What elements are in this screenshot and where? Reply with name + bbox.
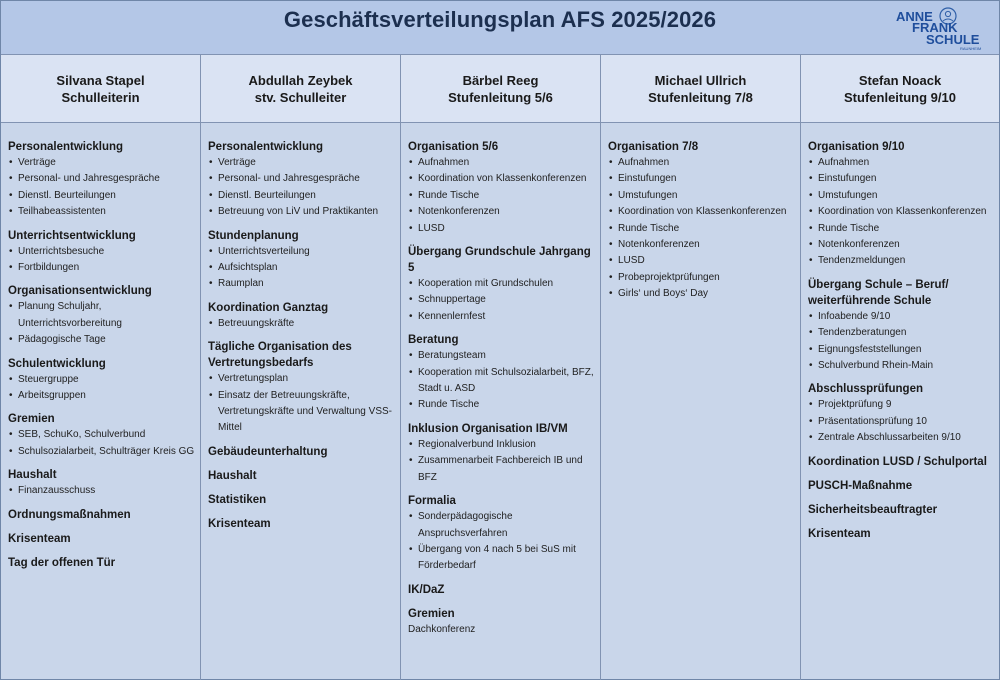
task-item: • Notenkonferenzen xyxy=(408,204,600,220)
responsibility-section xyxy=(408,606,600,638)
task-item: • Aufnahmen xyxy=(608,155,800,171)
person-name: Michael Ullrich xyxy=(654,72,747,88)
person-role: Stufenleitung 9/10 xyxy=(844,89,956,105)
task-list xyxy=(208,316,400,332)
responsibility-section xyxy=(808,139,999,270)
responsibility-section xyxy=(8,228,200,277)
section-title: Übergang Schule – Beruf/ weiterführende Schule xyxy=(808,278,949,307)
person-name: Stefan Noack xyxy=(858,72,942,88)
responsibility-section xyxy=(208,492,400,508)
task-item: • Umstufungen xyxy=(608,188,800,204)
logo-sub: RAUNHEIM xyxy=(960,46,982,51)
task-item: • Planung Schuljahr, Unterrichtsvorbereitung xyxy=(8,299,200,332)
section-title: Organisation 7/8 xyxy=(608,141,699,153)
column-4 xyxy=(801,55,999,680)
responsibility-section xyxy=(8,356,200,405)
person-name: Silvana Stapel xyxy=(56,72,145,88)
section-title: PUSCH-Maßnahme xyxy=(808,479,913,492)
person-role: Schulleiterin xyxy=(61,89,140,105)
section-title: Gremien xyxy=(408,607,455,620)
section-title: Organisation 9/10 xyxy=(808,141,905,153)
section-title: Haushalt xyxy=(208,469,257,482)
task-item: • Aufsichtsplan xyxy=(208,260,400,276)
section-title: Abschlussprüfungen xyxy=(808,383,924,396)
responsibility-section xyxy=(408,244,600,325)
task-list xyxy=(408,276,600,325)
column-header xyxy=(1,55,200,123)
responsibility-section xyxy=(408,421,600,486)
section-title: Unterrichtsentwicklung xyxy=(8,229,136,242)
column-body xyxy=(401,123,600,638)
task-item: • Pädagogische Tage xyxy=(8,332,200,348)
task-item: • LUSD xyxy=(408,221,600,237)
task-item: • Zentrale Abschlussarbeiten 9/10 xyxy=(808,430,999,446)
section-title: Ordnungsmaßnahmen xyxy=(8,508,131,521)
responsibility-section xyxy=(8,411,200,460)
section-title: Inklusion Organisation IB/VM xyxy=(408,422,568,435)
section-text: Dachkonferenz xyxy=(408,623,476,635)
task-list xyxy=(8,244,200,277)
responsibility-section xyxy=(408,139,600,237)
section-title: Formalia xyxy=(408,495,456,508)
task-list xyxy=(8,299,200,348)
task-item: • Unterrichtsbesuche xyxy=(8,244,200,260)
task-item: • Übergang von 4 nach 5 bei SuS mit Förderbedarf xyxy=(408,542,600,575)
section-title: Sicherheitsbeauftragter xyxy=(808,503,938,516)
responsibility-section xyxy=(808,381,999,446)
task-item: • Dienstl. Beurteilungen xyxy=(8,188,200,204)
columns-area xyxy=(1,55,999,680)
column-body xyxy=(201,123,400,532)
section-title: Tag der offenen Tür xyxy=(8,556,116,569)
logo-line3: SCHULE xyxy=(926,32,980,47)
column-3 xyxy=(601,55,801,680)
responsibility-section xyxy=(208,339,400,437)
responsibility-section xyxy=(808,478,999,494)
task-item: • Sonderpädagogische Anspruchsverfahren xyxy=(408,509,600,542)
task-item: • Vertretungsplan xyxy=(208,371,400,387)
task-item: • Unterrichtsverteilung xyxy=(208,244,400,260)
responsibility-section xyxy=(408,493,600,575)
responsibility-section xyxy=(208,139,400,221)
responsibility-section xyxy=(208,468,400,484)
responsibility-section xyxy=(8,139,200,221)
task-item: • Schnuppertage xyxy=(408,292,600,308)
task-item: • Runde Tische xyxy=(608,221,800,237)
responsibility-section xyxy=(8,507,200,523)
section-title: Stundenplanung xyxy=(208,229,299,242)
task-item: • Verträge xyxy=(8,155,200,171)
page-title: Geschäftsverteilungsplan AFS 2025/2026 xyxy=(283,7,717,32)
task-item: • Runde Tische xyxy=(408,188,600,204)
task-list xyxy=(608,155,800,303)
responsibility-section xyxy=(408,332,600,414)
column-body xyxy=(801,123,999,542)
task-item: • Schulverbund Rhein-Main xyxy=(808,358,999,374)
task-list xyxy=(208,244,400,293)
task-item: • Einstufungen xyxy=(808,171,999,187)
task-item: • Runde Tische xyxy=(408,397,600,413)
column-header xyxy=(601,55,800,123)
section-title: Personalentwicklung xyxy=(208,141,324,153)
section-title: Haushalt xyxy=(8,469,57,482)
task-list xyxy=(8,483,200,499)
task-item: • Personal- und Jahresgespräche xyxy=(8,171,200,187)
section-title: Tägliche Organisation des Vertretungsbedarfs xyxy=(208,341,352,370)
task-item: • Betreuungskräfte xyxy=(208,316,400,332)
section-title: Gebäudeunterhaltung xyxy=(208,445,328,458)
task-list xyxy=(8,155,200,221)
task-item: • Aufnahmen xyxy=(808,155,999,171)
responsibility-section xyxy=(208,300,400,332)
task-item: • Koordination von Klassenkonferenzen xyxy=(808,204,999,220)
responsibility-section xyxy=(208,228,400,293)
task-list xyxy=(408,437,600,486)
task-item: • Aufnahmen xyxy=(408,155,600,171)
school-logo xyxy=(894,7,984,51)
task-item: • LUSD xyxy=(608,253,800,269)
section-title: Personalentwicklung xyxy=(8,141,124,153)
responsibility-section xyxy=(608,139,800,303)
task-item: • Beratungsteam xyxy=(408,348,600,364)
task-item: • Verträge xyxy=(208,155,400,171)
column-body xyxy=(1,123,200,571)
person-name: Abdullah Zeybek xyxy=(248,72,353,88)
task-item: • Kennenlernfest xyxy=(408,309,600,325)
task-item: • Einsatz der Betreuungskräfte, Vertretungskräfte und Verwaltung VSS-Mittel xyxy=(208,388,400,437)
column-header xyxy=(401,55,600,123)
responsibility-section xyxy=(808,526,999,542)
section-title: Krisenteam xyxy=(808,527,871,540)
task-item: • Infoabende 9/10 xyxy=(808,309,999,325)
column-1 xyxy=(201,55,401,680)
task-list xyxy=(408,348,600,414)
section-title: IK/DaZ xyxy=(408,583,445,596)
responsibility-section xyxy=(408,582,600,598)
task-item: • Personal- und Jahresgespräche xyxy=(208,171,400,187)
task-item: • Girls‘ und Boys‘ Day xyxy=(608,286,800,302)
task-list xyxy=(408,509,600,575)
person-role: Stufenleitung 5/6 xyxy=(448,89,553,105)
responsibility-section xyxy=(208,516,400,532)
task-item: • Schulsozialarbeit, Schulträger Kreis GG xyxy=(8,444,200,460)
section-title: Krisenteam xyxy=(208,517,271,530)
task-item: • Kooperation mit Grundschulen xyxy=(408,276,600,292)
task-item: • Fortbildungen xyxy=(8,260,200,276)
section-title: Koordination LUSD / Schulportal xyxy=(808,455,987,468)
person-name: Bärbel Reeg xyxy=(462,72,539,88)
title-bar xyxy=(1,1,999,55)
responsibility-section xyxy=(8,531,200,547)
section-title: Statistiken xyxy=(208,493,267,506)
section-title: Gremien xyxy=(8,413,55,426)
task-item: • Finanzausschuss xyxy=(8,483,200,499)
responsibility-section xyxy=(8,555,200,571)
task-item: • Probeprojektprüfungen xyxy=(608,270,800,286)
task-item: • Eignungsfeststellungen xyxy=(808,342,999,358)
task-list xyxy=(8,427,200,460)
task-item: • Regionalverbund Inklusion xyxy=(408,437,600,453)
task-item: • Betreuung von LiV und Praktikanten xyxy=(208,204,400,220)
responsibility-section xyxy=(8,467,200,499)
task-item: • Koordination von Klassenkonferenzen xyxy=(408,171,600,187)
task-item: • Koordination von Klassenkonferenzen xyxy=(608,204,800,220)
task-item: • Raumplan xyxy=(208,276,400,292)
section-title: Übergang Grundschule Jahrgang 5 xyxy=(408,246,591,275)
task-list xyxy=(808,397,999,446)
logo-line1: ANNE xyxy=(896,9,933,24)
task-item: • Runde Tische xyxy=(808,221,999,237)
section-title: Organisation 5/6 xyxy=(408,141,499,153)
person-role: Stufenleitung 7/8 xyxy=(648,89,753,105)
column-header xyxy=(801,55,999,123)
task-item: • Dienstl. Beurteilungen xyxy=(208,188,400,204)
task-item: • Tendenzberatungen xyxy=(808,325,999,341)
task-list xyxy=(808,155,999,270)
task-item: • Kooperation mit Schulsozialarbeit, BFZ, Stadt u. ASD xyxy=(408,365,600,398)
task-item: • Teilhabeassistenten xyxy=(8,204,200,220)
section-title: Koordination Ganztag xyxy=(208,301,329,314)
task-list xyxy=(8,372,200,405)
responsibility-section xyxy=(208,444,400,460)
task-item: • SEB, SchuKo, Schulverbund xyxy=(8,427,200,443)
task-item: • Notenkonferenzen xyxy=(608,237,800,253)
task-item: • Einstufungen xyxy=(608,171,800,187)
section-title: Krisenteam xyxy=(8,532,71,545)
task-list xyxy=(808,309,999,375)
task-list xyxy=(208,155,400,221)
task-item: • Präsentationsprüfung 10 xyxy=(808,414,999,430)
task-item: • Zusammenarbeit Fachbereich IB und BFZ xyxy=(408,453,600,486)
responsibility-section xyxy=(8,283,200,348)
section-title: Organisationsentwicklung xyxy=(8,285,152,298)
column-header xyxy=(201,55,400,123)
responsibility-section xyxy=(808,277,999,375)
task-item: • Tendenzmeldungen xyxy=(808,253,999,269)
task-item: • Steuergruppe xyxy=(8,372,200,388)
person-role: stv. Schulleiter xyxy=(254,89,347,105)
column-2 xyxy=(401,55,601,680)
task-item: • Arbeitsgruppen xyxy=(8,388,200,404)
task-item: • Projektprüfung 9 xyxy=(808,397,999,413)
responsibility-section xyxy=(808,502,999,518)
task-list xyxy=(408,155,600,237)
task-item: • Umstufungen xyxy=(808,188,999,204)
logo-line2: FRANK xyxy=(912,20,958,35)
section-title: Beratung xyxy=(408,334,459,347)
column-body xyxy=(601,123,800,303)
section-title: Schulentwicklung xyxy=(8,357,106,370)
task-item: • Notenkonferenzen xyxy=(808,237,999,253)
column-0 xyxy=(1,55,201,680)
task-list xyxy=(208,371,400,437)
responsibility-section xyxy=(808,454,999,470)
